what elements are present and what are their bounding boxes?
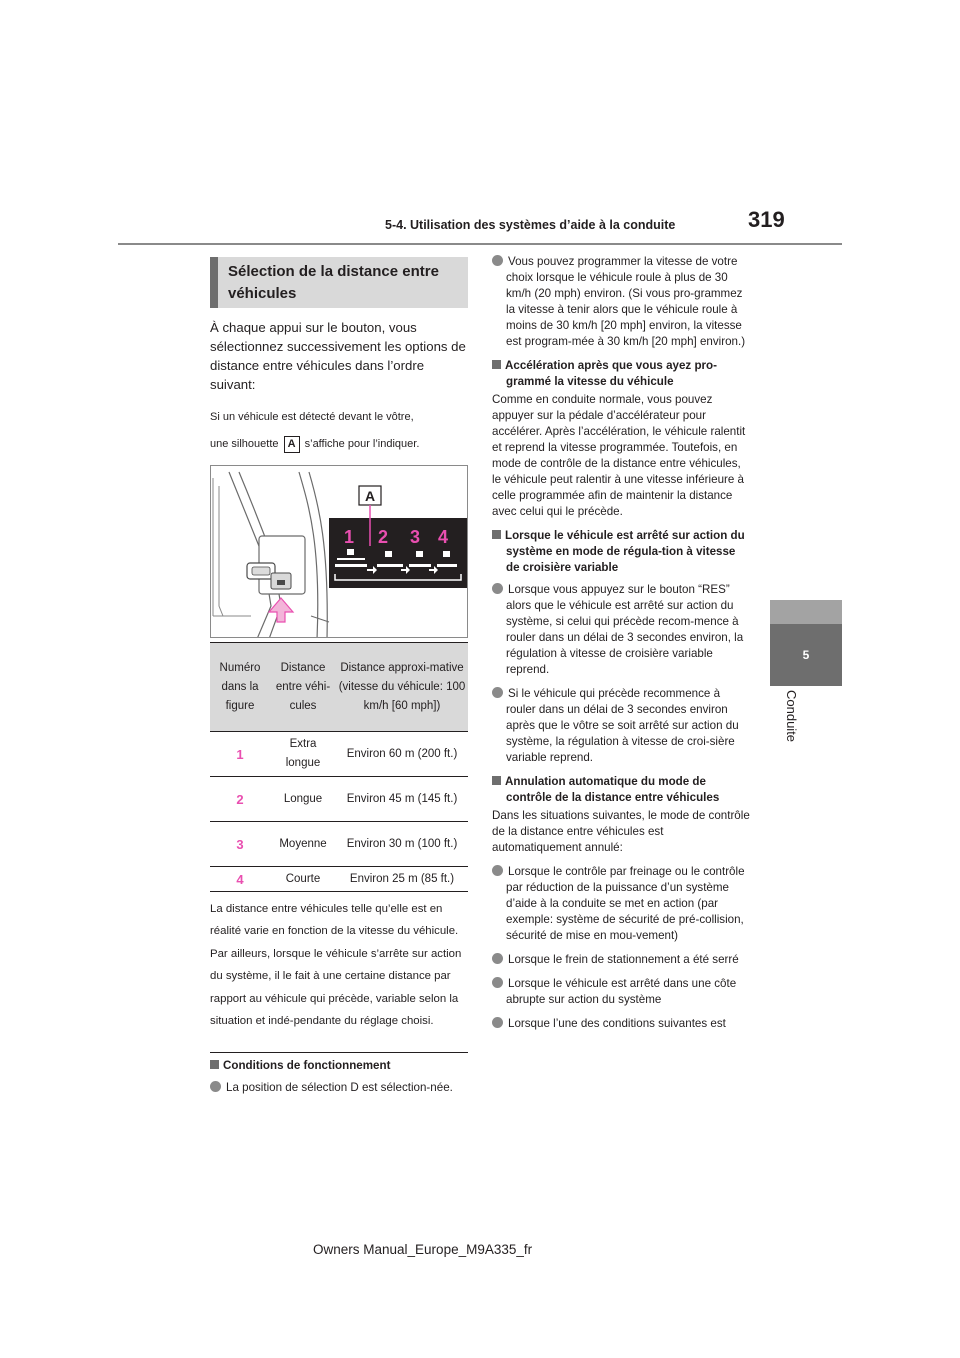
distance-table	[210, 642, 468, 892]
square-bullet-icon	[492, 776, 501, 785]
cell-distance: Longue	[270, 777, 336, 822]
conditions-heading-row	[210, 1058, 470, 1074]
heading-text: Annulation automatique du mode de contrôle de la distance entre véhicules	[505, 775, 720, 804]
conditions-bullet-text: La position de sélection D est sélection-née.	[226, 1081, 453, 1094]
bullet-conditions	[492, 1016, 752, 1032]
bullet-text: Lorsque le contrôle par freinage ou le contrôle par réduction de la puissance d’un système d’aide à la conduite se met en action (par exemple: système de sécurité de pré-collision, sécurité de mise en mou-vement)	[506, 865, 745, 942]
bar-1	[335, 564, 367, 567]
cell-approx: Environ 45 m (145 ft.)	[336, 777, 468, 822]
cell-number: 1	[210, 732, 270, 777]
chapter-label: Conduite	[784, 690, 799, 743]
cell-number: 3	[210, 822, 270, 867]
distance-explanation: La distance entre véhicules telle qu’elle est en réalité varie en fonction de la vitesse du véhicule. Par ailleurs, lorsque le véhicule s’arrête sur action du système, il le fait à une certaine distance par rapport au véhicule qui précède, variable selon la situation et indé-pendante du réglage choisi.	[210, 903, 462, 1028]
round-bullet-icon	[492, 1017, 503, 1028]
heading-cancel	[492, 774, 752, 806]
round-bullet-icon	[210, 1081, 221, 1092]
distance-button-symbol	[277, 580, 285, 585]
figure-illustration	[211, 466, 468, 638]
cell-number: 4	[210, 867, 270, 892]
heading-text: Lorsque le véhicule est arrêté sur action du système en mode de régula-tion à vitesse de croisière variable	[505, 529, 745, 574]
table-header-row	[210, 643, 468, 732]
conditions-rule	[210, 1052, 468, 1053]
bar-2	[377, 564, 403, 567]
col-header-number: Numéro dans la figure	[210, 643, 270, 732]
cell-distance: Moyenne	[270, 822, 336, 867]
table-row	[210, 822, 468, 867]
table-row	[210, 867, 468, 892]
steering-switch-inner	[252, 567, 270, 575]
page-number: 319	[748, 207, 785, 232]
intro-text: À chaque appui sur le bouton, vous sélectionnez successivement les options de distance entre véhicules dans l’ordre suivant:	[210, 320, 466, 392]
round-bullet-icon	[492, 583, 503, 594]
bullet-text: Lorsque l’une des conditions suivantes est	[508, 1017, 726, 1030]
wheel-rim	[219, 486, 223, 616]
header-rule	[118, 243, 842, 245]
cell-approx: Environ 60 m (200 ft.)	[336, 732, 468, 777]
bullet-text: Lorsque le véhicule est arrêté dans une côte abrupte sur action du système	[506, 977, 737, 1006]
side-tab-strip	[770, 600, 842, 624]
cell-number: 2	[210, 777, 270, 822]
section-title-box	[210, 257, 468, 308]
round-bullet-icon	[492, 865, 503, 876]
cell-distance: Extra longue	[270, 732, 336, 777]
vehicle-icon-3	[416, 551, 423, 557]
press-arrow-icon	[269, 598, 293, 622]
note-before: une silhouette	[210, 438, 279, 450]
section-title	[228, 261, 439, 305]
silhouette-note	[210, 404, 470, 458]
running-header-section: 5-4. Utilisation des systèmes d’aide à la conduite	[385, 218, 676, 232]
note-after: s’affiche pour l’indiquer.	[304, 438, 420, 450]
bullet-text: Vous pouvez programmer la vitesse de votre choix lorsque le véhicule roule à plus de 30 km/h (20 mph) environ. (Si vous pro-grammez la vitesse à tenir alors que le véhicule roule à moins de 30 km/h [20 mph] environ, la vitesse est program-mée à 30 km/h [20 mph] environ.)	[506, 255, 746, 348]
vehicle-icon-4	[443, 551, 450, 557]
round-bullet-icon	[492, 977, 503, 988]
conditions-bullet	[210, 1080, 470, 1096]
section-title-line1: Sélection de la distance entre	[228, 263, 439, 280]
round-bullet-icon	[492, 687, 503, 698]
para-acceleration: Comme en conduite normale, vous pouvez appuyer sur la pédale d’accélérateur pour accélérer. Après l’accélération, le véhicule ralentit et reprend la vitesse programmée. Toutefois, en mode de contrôle de la distance entre véhicules, le véhicule peut ralentir à une vitesse inférieure à celle programmée afin de maintenir la distance avec celui qui le précède.	[492, 393, 746, 518]
square-bullet-icon	[210, 1060, 219, 1069]
bullet-text: Lorsque vous appuyez sur le bouton “RES” alors que le véhicule est arrêté sur action du système, si celui qui précède recom-mence à rouler dans un délai de 3 secondes environ, la régulation à vitesse de croisière variable reprend.	[506, 583, 744, 676]
table-row	[210, 777, 468, 822]
heading-acceleration	[492, 358, 752, 390]
bullet-program-speed	[492, 254, 752, 350]
cell-distance: Courte	[270, 867, 336, 892]
note-line2	[210, 431, 470, 458]
footer-manual-id: Owners Manual_Europe_M9A335_fr	[313, 1242, 533, 1257]
cell-approx: Environ 25 m (85 ft.)	[336, 867, 468, 892]
chapter-tab: 5	[770, 624, 842, 686]
bullet-parking-brake	[492, 952, 752, 968]
pillar-foot	[311, 616, 329, 622]
conditions-block	[210, 1058, 470, 1096]
fig-num-1: 1	[343, 527, 355, 547]
bullet-text: Lorsque le frein de stationnement a été serré	[508, 953, 739, 966]
col-header-approx: Distance approxi-mative (vitesse du véhicule: 100 km/h [60 mph])	[336, 643, 468, 732]
vehicle-icon-1	[347, 549, 354, 555]
col-header-distance: Distance entre véhi-cules	[270, 643, 336, 732]
a-label-box: A	[284, 436, 300, 453]
distance-figure	[210, 465, 468, 638]
bullet-brake-control	[492, 864, 752, 944]
bullet-steep-slope	[492, 976, 752, 1008]
right-column	[492, 254, 752, 1040]
round-bullet-icon	[492, 953, 503, 964]
chapter-label-container	[783, 690, 801, 770]
table-row	[210, 732, 468, 777]
round-bullet-icon	[492, 255, 503, 266]
fig-num-4: 4	[437, 527, 449, 547]
note-line1: Si un véhicule est détecté devant le vôtre,	[210, 411, 414, 423]
bar-1b	[337, 558, 365, 560]
fig-num-3: 3	[409, 527, 421, 547]
bar-4	[437, 564, 457, 567]
bar-3	[409, 564, 431, 567]
bullet-resume	[492, 686, 752, 766]
fig-num-2: 2	[377, 527, 389, 547]
vehicle-icon-2	[385, 551, 392, 557]
heading-text: Accélération après que vous ayez pro-grammé la vitesse du véhicule	[505, 359, 717, 388]
bullet-text: Si le véhicule qui précède recommence à rouler dans un délai de 3 secondes environ après que le vôtre se soit arrêté sur action du système, la régulation à vitesse de croi-sière variable reprend.	[506, 687, 739, 764]
para-cancel: Dans les situations suivantes, le mode de contrôle de la distance entre véhicules est automatiquement annulé:	[492, 809, 750, 854]
conditions-heading: Conditions de fonctionnement	[223, 1059, 391, 1072]
callout-a-label: A	[364, 488, 376, 504]
square-bullet-icon	[492, 530, 501, 539]
section-title-line2: véhicules	[228, 285, 297, 302]
heading-stopped	[492, 528, 752, 576]
cell-approx: Environ 30 m (100 ft.)	[336, 822, 468, 867]
bullet-res	[492, 582, 752, 678]
square-bullet-icon	[492, 360, 501, 369]
